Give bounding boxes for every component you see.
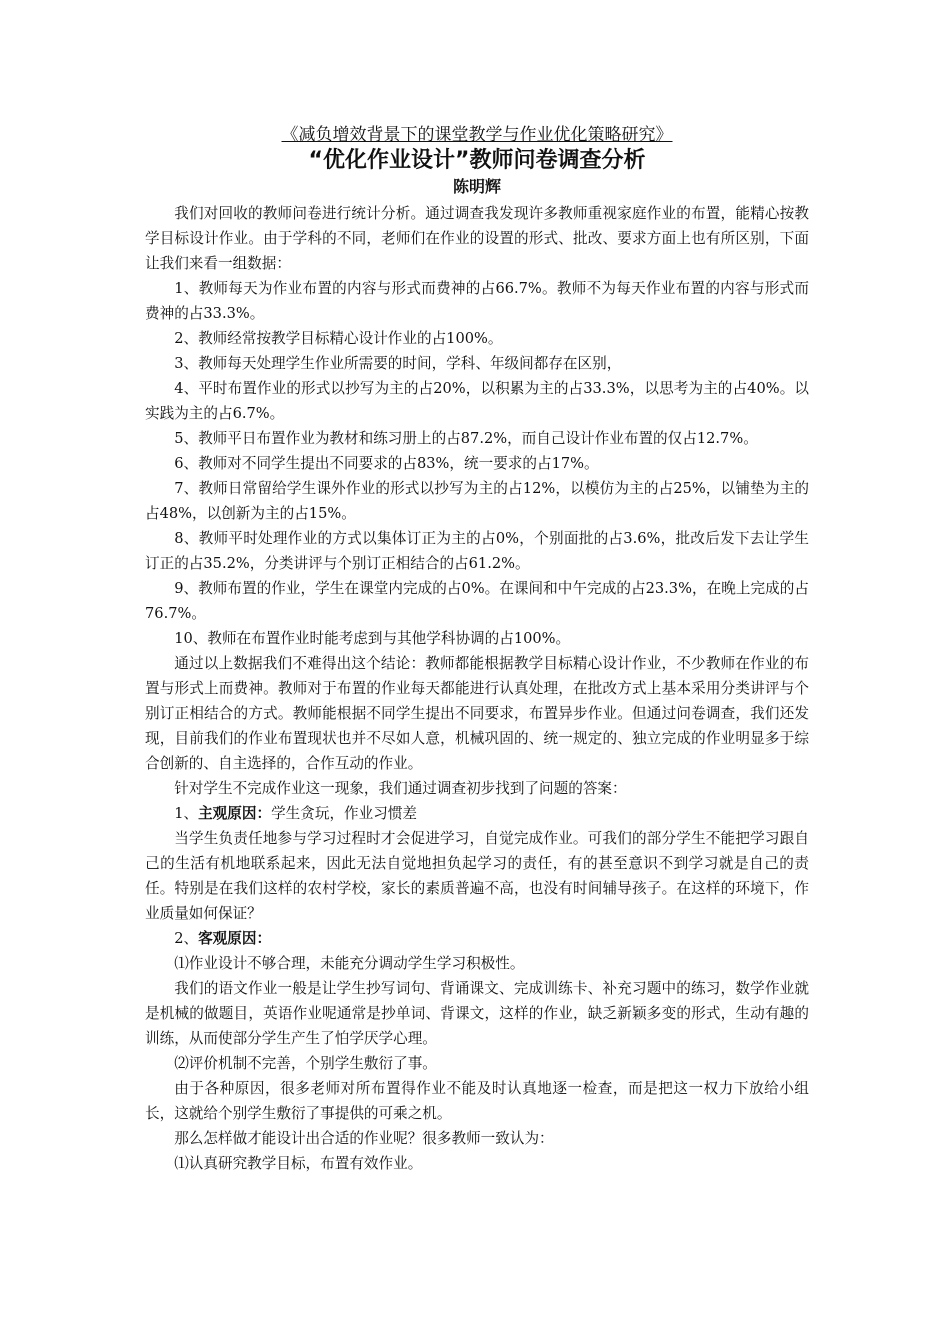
data-item-6: 6、教师对不同学生提出不同要求的占83%，统一要求的占17%。 bbox=[174, 455, 599, 472]
subjective-number: 1、 bbox=[174, 805, 199, 822]
objective-number: 2、 bbox=[174, 930, 199, 947]
data-item-9: 9、教师布置的作业，学生在课堂内完成的占0%。在课间和中午完成的占23.3%，在晚上完成的占76.7%。 bbox=[145, 580, 809, 622]
data-item-4: 4、平时布置作业的形式以抄写为主的占20%，以积累为主的占33.3%，以思考为主的占40%。以实践为主的占6.7%。 bbox=[145, 380, 809, 422]
objective-point-1-body: 我们的语文作业一般是让学生抄写词句、背诵课文、完成训练卡、补充习题中的练习，数学作业就是机械的做题目，英语作业呢通常是抄单词、背课文，这样的作业，缺乏新颖多变的形式，生动有趣的训练，从而使部分学生产生了怕学厌学心理。 bbox=[145, 980, 809, 1047]
data-item-1: 1、教师每天为作业布置的内容与形式而费神的占66.7%。教师不为每天作业布置的内容与形式而费神的占33.3%。 bbox=[145, 280, 809, 322]
problem-intro-paragraph: 针对学生不完成作业这一现象，我们通过调查初步找到了问题的答案： bbox=[174, 780, 627, 797]
data-item-7: 7、教师日常留给学生课外作业的形式以抄写为主的占12%，以模仿为主的占25%，以铺垫为主的占48%，以创新为主的占15%。 bbox=[145, 480, 809, 522]
objective-label: 客观原因： bbox=[198, 930, 272, 947]
objective-point-2: ⑵评价机制不完善，个别学生敷衍了事。 bbox=[174, 1055, 437, 1072]
intro-paragraph: 我们对回收的教师问卷进行统计分析。通过调查我发现许多教师重视家庭作业的布置，能精心按教学目标设计作业。由于学科的不同，老师们在作业的设置的形式、批改、要求方面上也有所区别，下面让我们来看一组数据： bbox=[145, 205, 809, 272]
subjective-reason-body: 当学生负责任地参与学习过程时才会促进学习，自觉完成作业。可我们的部分学生不能把学习跟自己的生活有机地联系起来，因此无法自觉地担负起学习的责任，有的甚至意识不到学习就是自己的责任。特别是在我们这样的农村学校，家长的素质普遍不高，也没有时间辅导孩子。在这样的环境下，作业质量如何保证？ bbox=[145, 830, 809, 922]
objective-point-1: ⑴作业设计不够合理，未能充分调动学生学习积极性。 bbox=[174, 955, 525, 972]
solution-intro-paragraph: 那么怎样做才能设计出合适的作业呢？很多教师一致认为： bbox=[174, 1130, 554, 1147]
series-title: 《减负增效背景下的课堂教学与作业优化策略研究》 bbox=[281, 125, 673, 145]
subjective-label: 主观原因： bbox=[198, 805, 272, 822]
data-item-8: 8、教师平时处理作业的方式以集体订正为主的占0%，个别面批的占3.6%，批改后发下去让学生订正的占35.2%，分类讲评与个别订正相结合的占61.2%。 bbox=[145, 530, 809, 572]
data-item-2: 2、教师经常按教学目标精心设计作业的占100%。 bbox=[174, 330, 503, 347]
solution-point-1: ⑴认真研究教学目标，布置有效作业。 bbox=[174, 1155, 423, 1172]
objective-point-2-body: 由于各种原因，很多老师对所布置得作业不能及时认真地逐一检查，而是把这一权力下放给小组长，这就给个别学生敷衍了事提供的可乘之机。 bbox=[145, 1080, 809, 1122]
subjective-text: 学生贪玩，作业习惯差 bbox=[271, 805, 418, 822]
author-name: 陈明辉 bbox=[452, 177, 501, 196]
data-item-10: 10、教师在布置作业时能考虑到与其他学科协调的占100%。 bbox=[174, 630, 571, 647]
document-body bbox=[145, 123, 809, 1176]
objective-reason-heading bbox=[145, 926, 809, 951]
document-title: “优化作业设计”教师问卷调查分析 bbox=[308, 148, 646, 173]
data-item-3: 3、教师每天处理学生作业所需要的时间，学科、年级间都存在区别， bbox=[174, 355, 622, 372]
data-item-5: 5、教师平日布置作业为教材和练习册上的占87.2%，而自己设计作业布置的仅占12.7%。 bbox=[174, 430, 758, 447]
subjective-reason-heading bbox=[145, 801, 809, 826]
conclusion-paragraph: 通过以上数据我们不难得出这个结论：教师都能根据教学目标精心设计作业，不少教师在作业的布置与形式上而费神。教师对于布置的作业每天都能进行认真处理，在批改方式上基本采用分类讲评与个别订正相结合的方式。教师能根据不同学生提出不同要求，布置异步作业。但通过问卷调查，我们还发现，目前我们的作业布置现状也并不尽如人意，机械巩固的、统一规定的、独立完成的作业明显多于综合创新的、自主选择的，合作互动的作业。 bbox=[145, 655, 809, 772]
